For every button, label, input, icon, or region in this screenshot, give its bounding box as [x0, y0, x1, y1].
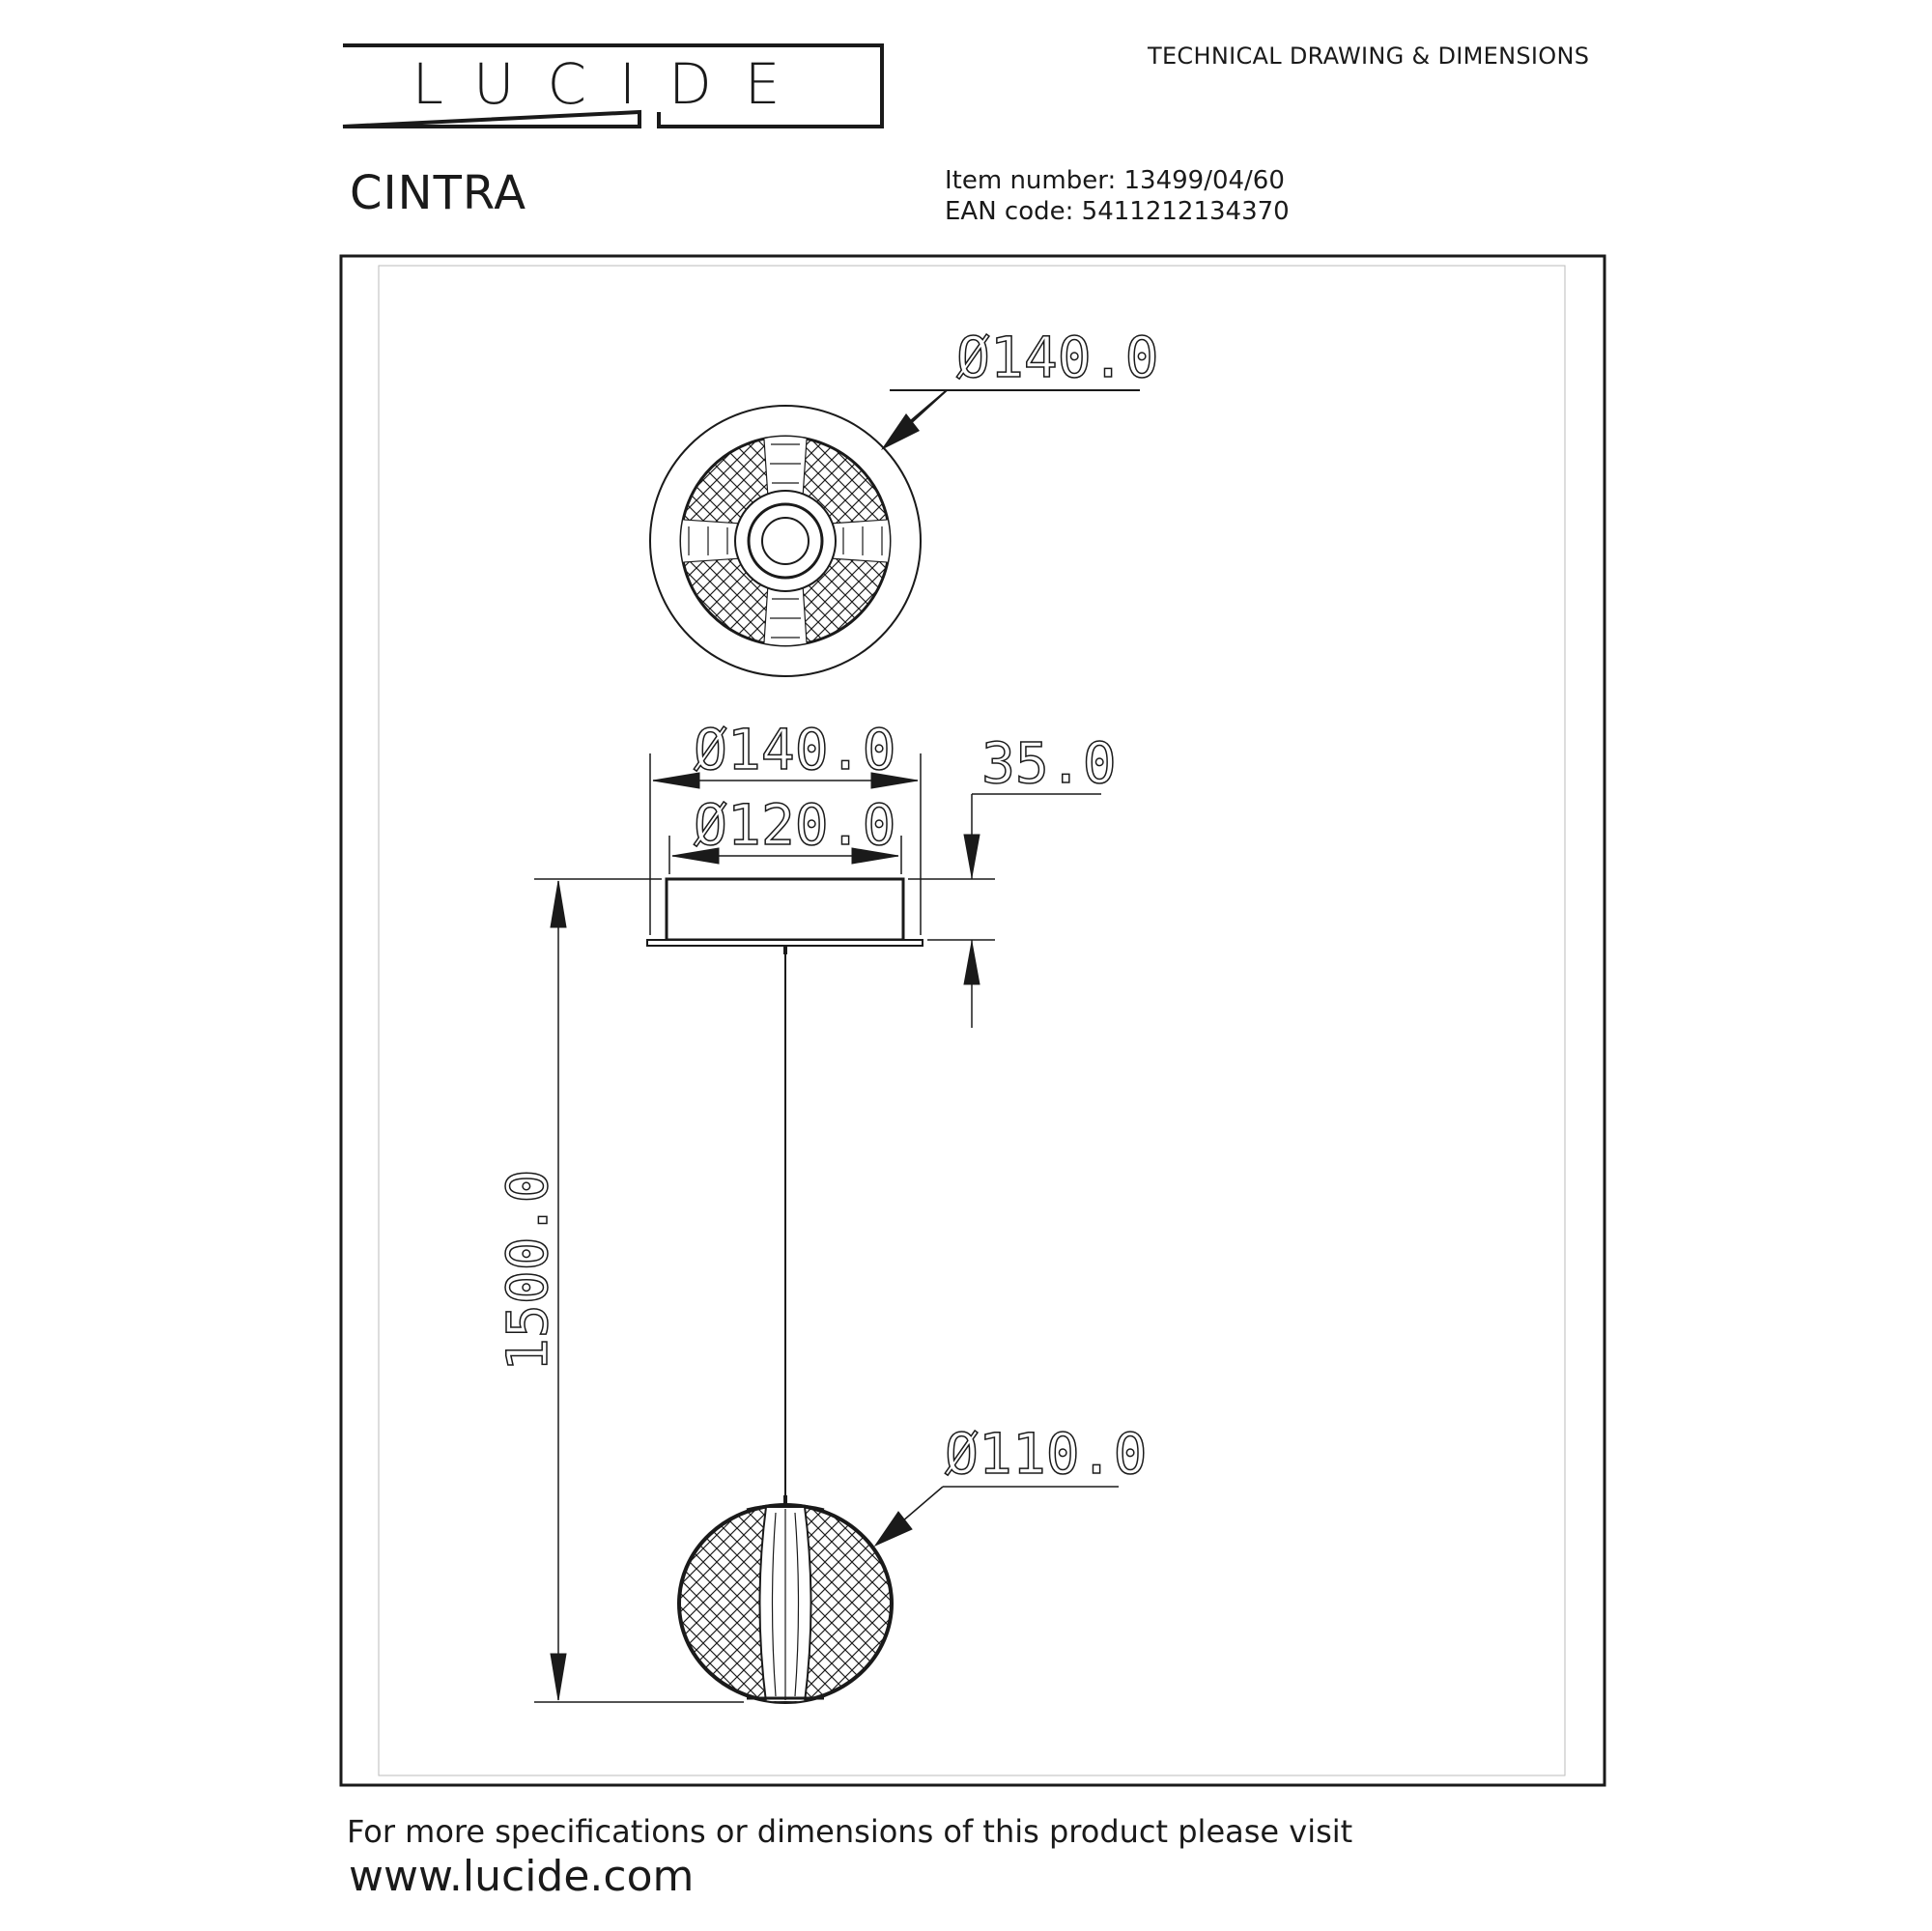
- website-link[interactable]: www.lucide.com: [349, 1852, 695, 1901]
- globe-shade: [675, 1505, 896, 1702]
- document-type: TECHNICAL DRAWING & DIMENSIONS: [1148, 43, 1590, 70]
- globe-diameter-leader: [875, 1487, 1119, 1546]
- footer-note: For more specifications or dimensions of this product please visit: [347, 1813, 1353, 1850]
- dim-globe-diameter: Ø110.0: [945, 1421, 1148, 1487]
- dim-total-height: 1500.0: [495, 1169, 560, 1372]
- dim-canopy-outer-diameter: Ø140.0: [694, 717, 896, 782]
- top-view: [650, 325, 1159, 676]
- product-name: CINTRA: [350, 166, 527, 220]
- drawing-frame: [341, 256, 1605, 1785]
- item-number: Item number: 13499/04/60: [945, 166, 1285, 195]
- dim-top-view-diameter: Ø140.0: [956, 325, 1159, 390]
- logo-text: LUCIDE: [412, 51, 813, 117]
- dim-canopy-inner-diameter: Ø120.0: [694, 792, 896, 858]
- ean-code: EAN code: 5411212134370: [945, 197, 1290, 226]
- dim-canopy-height: 35.0: [981, 730, 1117, 796]
